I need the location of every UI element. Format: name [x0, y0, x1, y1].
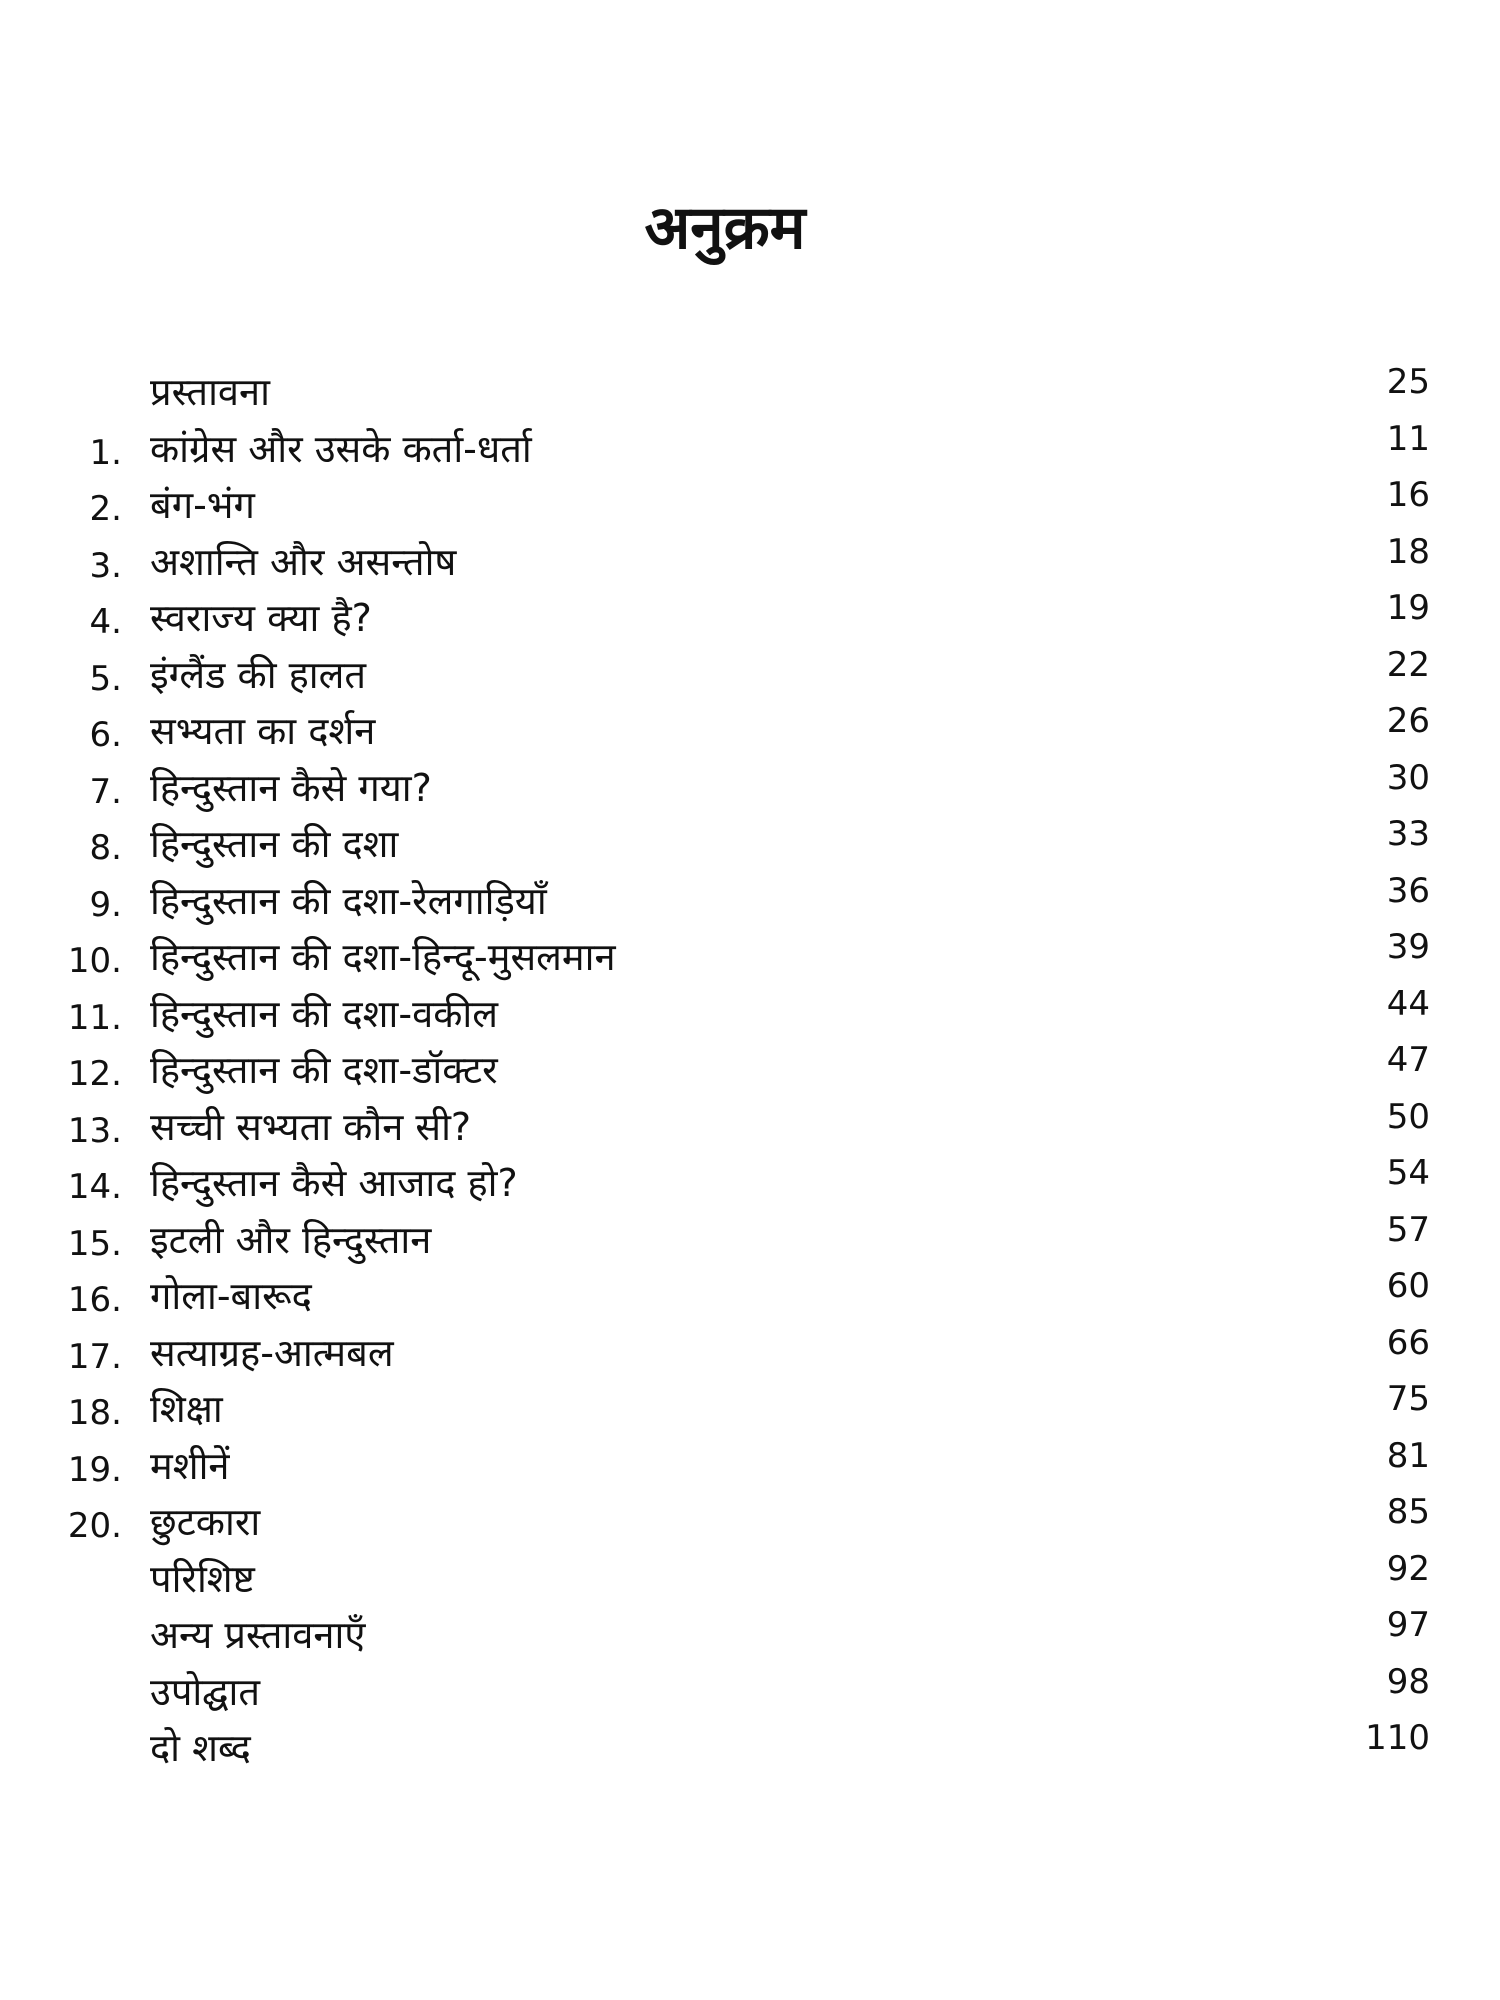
entry-number: 1. — [89, 432, 122, 473]
entry-page-number: 98 — [1386, 1661, 1430, 1702]
entry-title: गोला-बारूद — [150, 1274, 312, 1318]
entry-page-number: 22 — [1386, 644, 1430, 685]
entry-page-number: 44 — [1386, 983, 1430, 1024]
toc-entry — [0, 756, 1500, 813]
entry-title: अन्य प्रस्तावनाएँ — [150, 1613, 366, 1657]
entry-page-number: 57 — [1386, 1209, 1430, 1250]
entry-page-number: 75 — [1386, 1379, 1430, 1419]
entry-title: सत्याग्रह-आत्मबल — [150, 1330, 394, 1375]
toc-entry — [0, 360, 1500, 417]
entry-number: 13. — [67, 1110, 122, 1151]
entry-title: हिन्दुस्तान की दशा-डॉक्टर — [150, 1048, 498, 1092]
entry-page-number: 33 — [1386, 814, 1430, 854]
toc-entry — [0, 417, 1500, 474]
toc-entry — [0, 1660, 1500, 1717]
entry-number: 14. — [67, 1167, 122, 1207]
entry-page-number: 16 — [1386, 475, 1430, 515]
entry-number: 15. — [67, 1223, 122, 1264]
entry-title: इंग्लैंड की हालत — [150, 652, 367, 697]
entry-title: सभ्यता का दर्शन — [150, 709, 376, 753]
toc-entry — [0, 812, 1500, 869]
toc-entry — [0, 643, 1500, 700]
entry-page-number: 110 — [1365, 1718, 1430, 1758]
entry-title: हिन्दुस्तान की दशा-रेलगाड़ियाँ — [150, 878, 547, 923]
entry-page-number: 47 — [1386, 1040, 1430, 1080]
entry-number: 20. — [67, 1506, 122, 1546]
entry-page-number: 50 — [1386, 1096, 1430, 1137]
entry-page-number: 26 — [1386, 701, 1430, 741]
entry-title: मशीनें — [150, 1443, 230, 1488]
entry-page-number: 36 — [1386, 870, 1430, 911]
entry-page-number: 81 — [1386, 1435, 1430, 1476]
entry-title: अशान्ति और असन्तोष — [150, 539, 457, 584]
entry-title: हिन्दुस्तान की दशा-हिन्दू-मुसलमान — [150, 935, 616, 979]
entry-number: 9. — [89, 884, 122, 925]
entry-number: 11. — [67, 997, 122, 1038]
toc-entry — [0, 1716, 1500, 1773]
entry-title: शिक्षा — [150, 1387, 223, 1431]
entry-number: 12. — [67, 1054, 122, 1094]
entry-number: 5. — [89, 658, 122, 699]
entry-page-number: 66 — [1386, 1322, 1430, 1363]
page-title: अनुक्रम — [644, 193, 806, 263]
toc-entry — [0, 530, 1500, 587]
entry-number: 16. — [67, 1280, 122, 1320]
toc-entry — [0, 1377, 1500, 1434]
entry-title: उपोद्घात — [150, 1669, 261, 1714]
table-of-contents — [0, 360, 1500, 1773]
entry-title: परिशिष्ट — [150, 1556, 255, 1601]
entry-title: छुटकारा — [150, 1500, 261, 1544]
entry-page-number: 25 — [1386, 362, 1430, 402]
entry-number: 2. — [89, 489, 122, 529]
entry-title: बंग-भंग — [150, 483, 255, 527]
toc-entry — [0, 1490, 1500, 1547]
entry-page-number: 18 — [1386, 531, 1430, 572]
entry-title: स्वराज्य क्या है? — [150, 596, 372, 640]
entry-page-number: 11 — [1386, 418, 1430, 459]
entry-page-number: 19 — [1386, 588, 1430, 628]
entry-number: 10. — [67, 941, 122, 981]
toc-entry — [0, 1151, 1500, 1208]
toc-entry — [0, 586, 1500, 643]
entry-title: हिन्दुस्तान कैसे आजाद हो? — [150, 1161, 518, 1205]
entry-title: दो शब्द — [150, 1726, 251, 1770]
entry-title: इटली और हिन्दुस्तान — [150, 1217, 432, 1262]
entry-number: 4. — [89, 602, 122, 642]
entry-page-number: 92 — [1386, 1548, 1430, 1589]
toc-entry — [0, 925, 1500, 982]
entry-number: 18. — [67, 1393, 122, 1433]
entry-title: कांग्रेस और उसके कर्ता-धर्ता — [150, 426, 532, 471]
entry-page-number: 85 — [1386, 1492, 1430, 1532]
entry-title: सच्ची सभ्यता कौन सी? — [150, 1104, 472, 1149]
toc-entry — [0, 699, 1500, 756]
entry-number: 6. — [89, 715, 122, 755]
entry-number: 17. — [67, 1336, 122, 1377]
entry-title: प्रस्तावना — [150, 370, 270, 414]
toc-entry — [0, 473, 1500, 530]
toc-entry — [0, 1038, 1500, 1095]
entry-number: 7. — [89, 771, 122, 812]
toc-entry — [0, 1321, 1500, 1378]
entry-page-number: 60 — [1386, 1266, 1430, 1306]
entry-title: हिन्दुस्तान कैसे गया? — [150, 765, 432, 810]
toc-entry — [0, 1208, 1500, 1265]
entry-title: हिन्दुस्तान की दशा — [150, 822, 399, 866]
entry-title: हिन्दुस्तान की दशा-वकील — [150, 991, 498, 1036]
toc-entry — [0, 982, 1500, 1039]
entry-page-number: 30 — [1386, 757, 1430, 798]
entry-number: 8. — [89, 828, 122, 868]
entry-page-number: 97 — [1386, 1605, 1430, 1645]
entry-page-number: 39 — [1386, 927, 1430, 967]
toc-entry — [0, 1547, 1500, 1604]
toc-entry — [0, 1434, 1500, 1491]
toc-entry — [0, 1264, 1500, 1321]
entry-number: 19. — [67, 1449, 122, 1490]
toc-entry — [0, 1603, 1500, 1660]
toc-entry — [0, 1095, 1500, 1152]
toc-entry — [0, 869, 1500, 926]
entry-page-number: 54 — [1386, 1153, 1430, 1193]
entry-number: 3. — [89, 545, 122, 586]
